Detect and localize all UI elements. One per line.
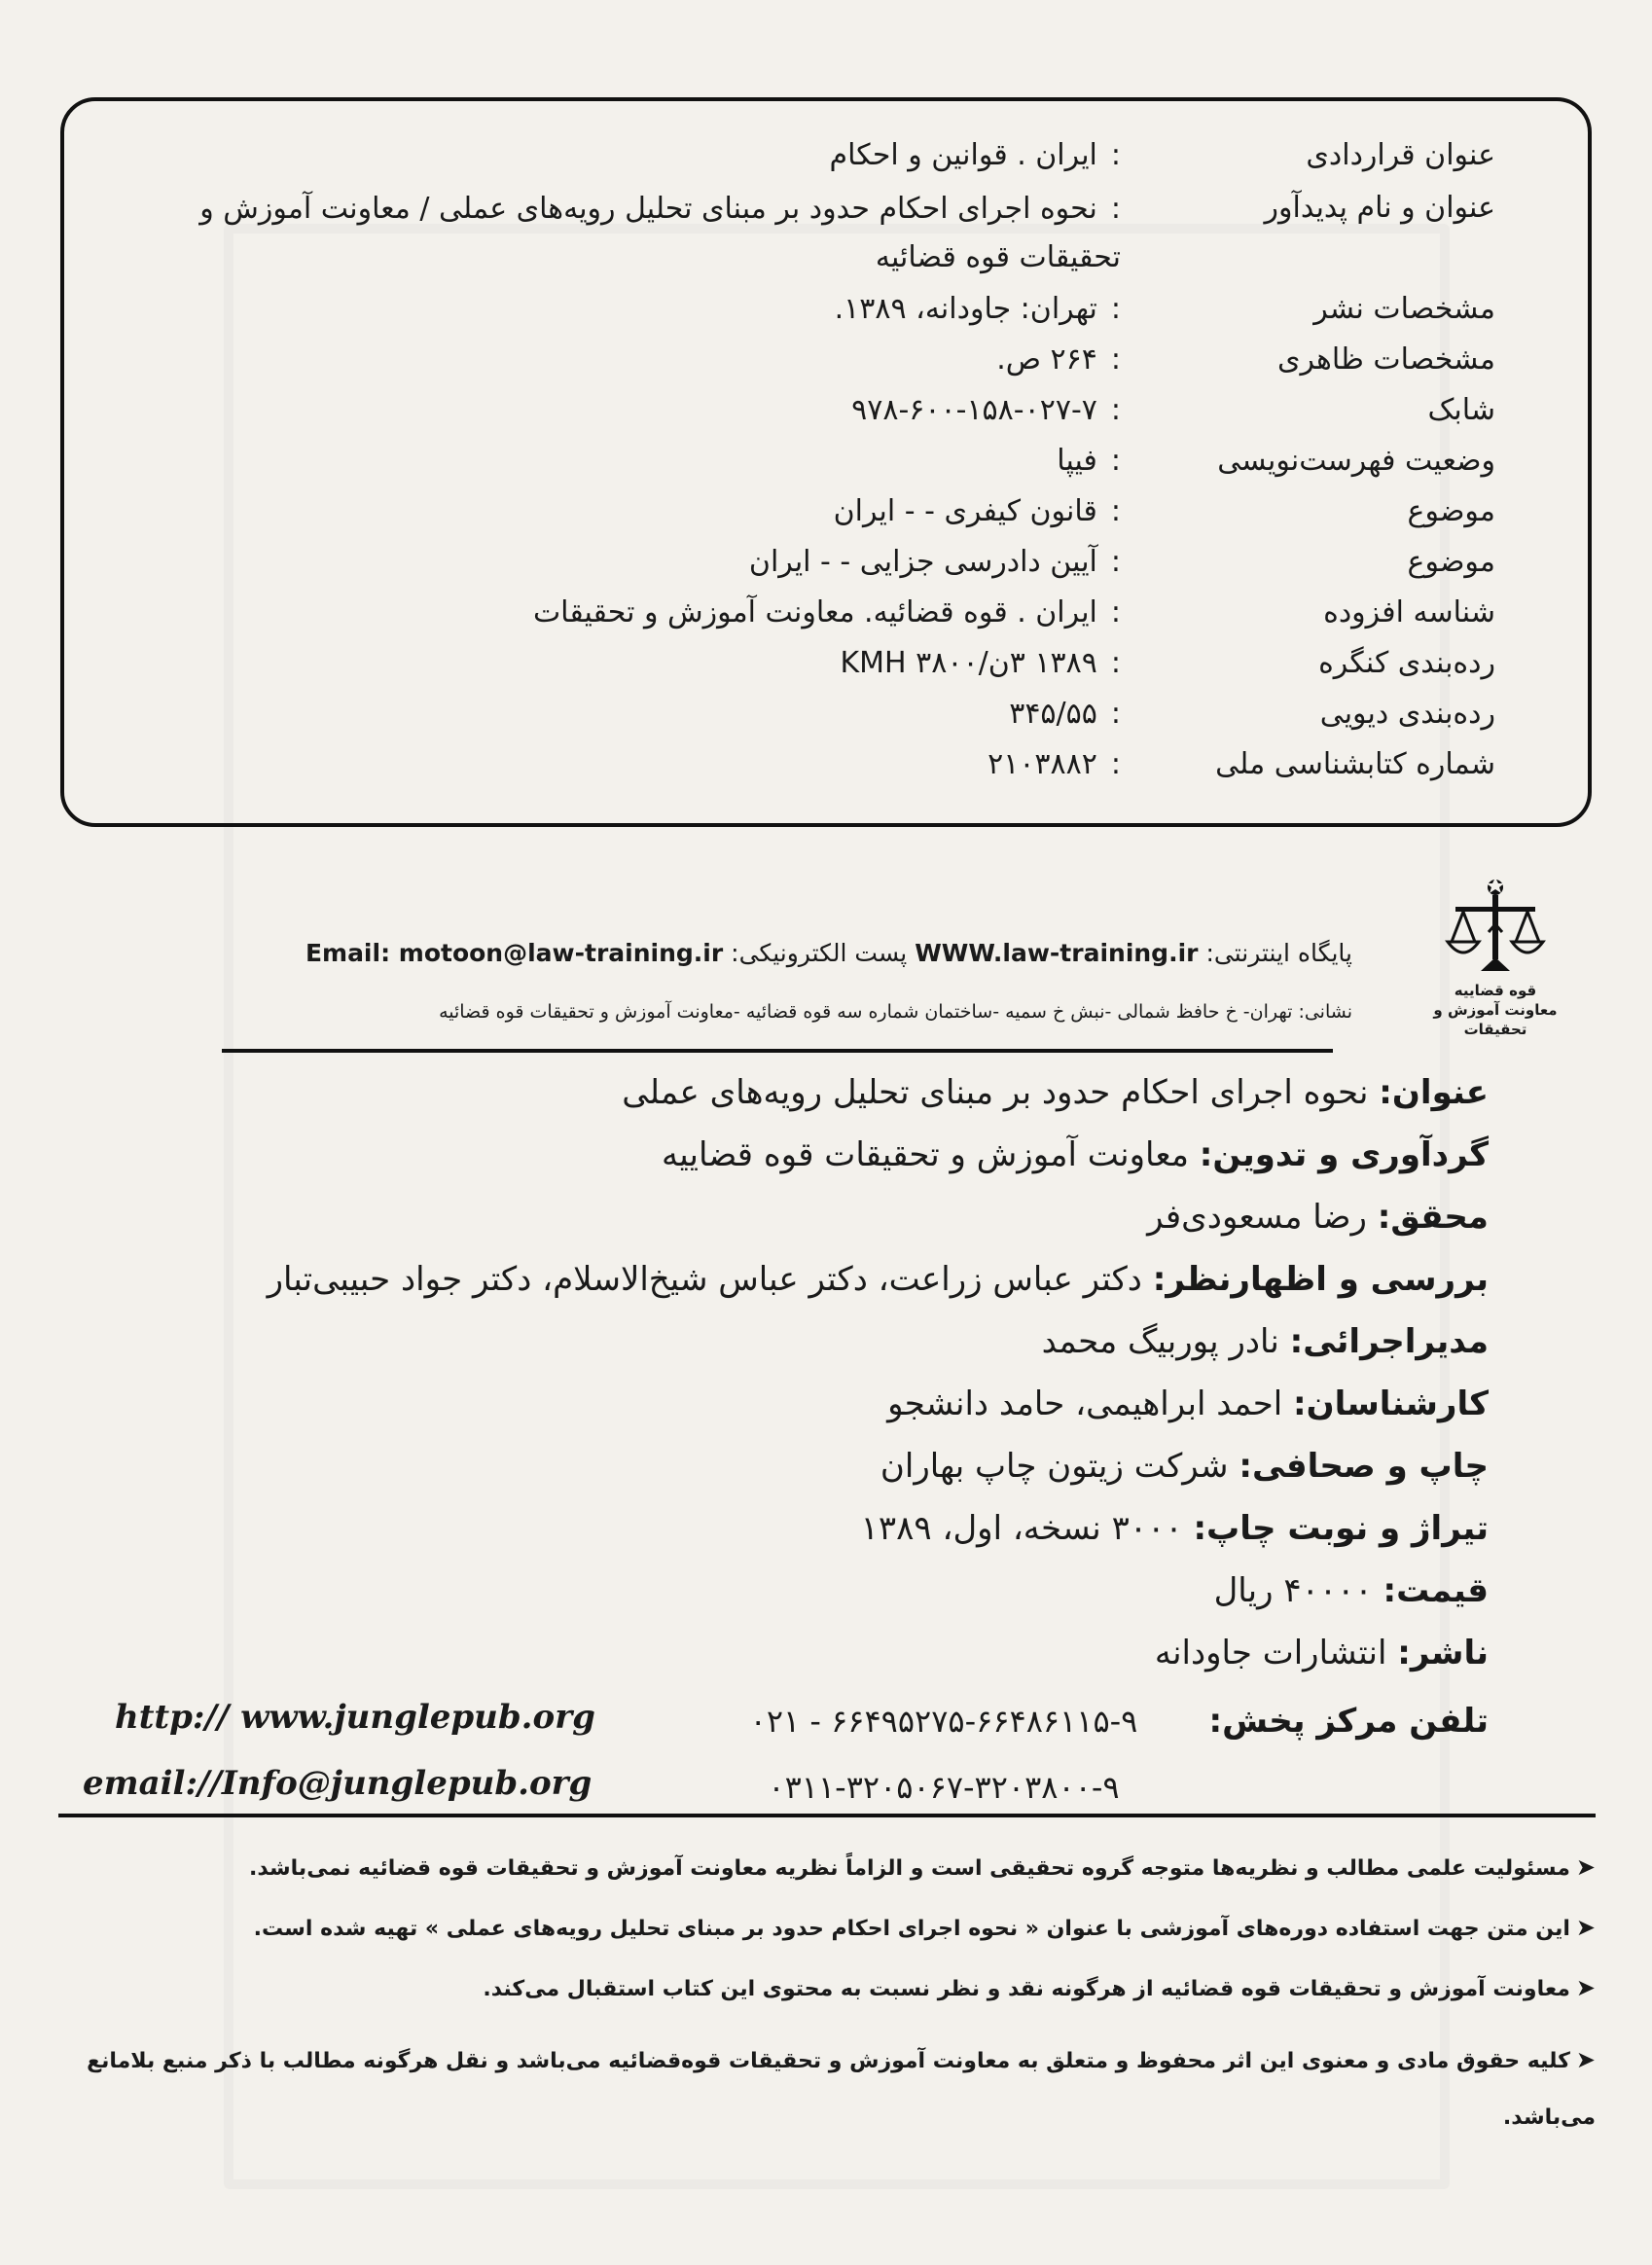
catalog-row — [64, 488, 1588, 535]
catalog-value: تهران: جاودانه، ۱۳۸۹. — [834, 292, 1097, 326]
catalog-label: عنوان و نام پدیدآور — [1264, 191, 1495, 225]
address-line: نشانی: تهران- خ حافظ شمالی -نبش خ سمیه -ساختمان شماره سه قوه قضائیه -معاونت آموزش و تحقیقات قوه قضائیه — [439, 1001, 1352, 1023]
publisher-email-link[interactable]: email://Info@junglepub.org — [83, 1764, 593, 1803]
credit-value: معاونت آموزش و تحقیقات قوه قضاییه — [662, 1135, 1189, 1174]
arrow-bullet-icon: ➤ — [1575, 1974, 1596, 2001]
catalog-label: رده‌بندی کنگره — [1318, 646, 1495, 680]
note-item — [58, 1851, 1596, 1886]
catalog-value-wrap: :۲۱۰۳۸۸۲ — [988, 747, 1121, 781]
note-text: معاونت آموزش و تحقیقات قوه قضائیه از هرگونه نقد و نظر نسبت به محتوی این کتاب استقبال می‌کند. — [483, 1977, 1570, 2001]
note-item — [58, 1911, 1596, 1946]
credit-key: گردآوری و تدوین: — [1199, 1135, 1489, 1174]
credit-value: نحوه اجرای احکام حدود بر مبنای تحلیل رویه‌های عملی — [622, 1073, 1369, 1112]
credit-value: ۴۰۰۰۰ ریال — [1213, 1571, 1373, 1610]
credit-key: تیراژ و نوبت چاپ: — [1193, 1509, 1489, 1548]
note-text: مسئولیت علمی مطالب و نظریه‌ها متوجه گروه تحقیقی است و الزاماً نظریه معاونت آموزش و تحقیقات قوه قضائیه نمی‌باشد. — [248, 1856, 1570, 1881]
catalog-value-wrap: :ایران . قوه قضائیه. معاونت آموزش و تحقیقات — [532, 595, 1121, 629]
publisher-website-link[interactable]: http:// www.junglepub.org — [115, 1698, 595, 1737]
credit-printing — [146, 1438, 1489, 1494]
credit-executive — [146, 1313, 1489, 1370]
website-link[interactable]: WWW.law-training.ir — [915, 939, 1199, 967]
catalog-value-wrap: :۲۶۴ ص. — [996, 342, 1121, 377]
catalog-value-wrap: :فیپا — [1057, 444, 1121, 478]
catalog-value: ۱۳۸۹ ۳ن/۳۸۰۰ KMH — [840, 646, 1097, 680]
credit-key: مدیراجرائی: — [1289, 1322, 1489, 1361]
arrow-bullet-icon: ➤ — [1575, 2046, 1596, 2073]
catalog-value: ۲۶۴ ص. — [996, 342, 1097, 377]
credit-value: شرکت زیتون چاپ بهاران — [880, 1447, 1229, 1486]
catalog-row — [64, 387, 1588, 434]
note-text: این متن جهت استفاده دوره‌های آموزشی با عنوان « نحوه اجرای احکام حدود بر مبنای تحلیل رویه‌های عملی » تهیه شده است. — [253, 1917, 1570, 1941]
website-label: پایگاه اینترنتی: — [1205, 939, 1352, 967]
catalog-label: شماره کتابشناسی ملی — [1215, 747, 1495, 781]
catalog-value: ۲۱۰۳۸۸۲ — [988, 747, 1097, 781]
catalog-label: وضعیت فهرست‌نویسی — [1217, 444, 1495, 478]
catalog-row — [64, 691, 1588, 737]
scales-of-justice-icon — [1442, 874, 1549, 981]
catalog-value: ۹۷۸-۶۰۰-۱۵۸-۰۲۷-۷ — [851, 393, 1097, 427]
catalog-row — [64, 286, 1588, 333]
catalog-value: آیین دادرسی جزایی - - ایران — [748, 545, 1097, 579]
credit-key: چاپ و صحافی: — [1239, 1447, 1489, 1486]
catalog-row — [64, 539, 1588, 586]
email-label: پست الکترونیکی: — [731, 939, 908, 967]
credit-key: کارشناسان: — [1292, 1384, 1489, 1423]
credit-reviewers — [146, 1251, 1489, 1308]
catalog-value-wrap: :نحوه اجرای احکام حدود بر مبنای تحلیل رویه‌های عملی / معاونت آموزش و تحقیقات قوه قضائیه — [199, 192, 1121, 274]
judiciary-logo — [1413, 874, 1578, 1059]
catalog-label: شابک — [1427, 393, 1495, 427]
credit-value: انتشارات جاودانه — [1154, 1634, 1387, 1672]
credit-key: قیمت: — [1383, 1571, 1489, 1610]
credit-key: ناشر: — [1397, 1634, 1489, 1672]
catalog-label: مشخصات ظاهری — [1276, 342, 1495, 377]
credit-value: رضا مسعودی‌فر — [1147, 1198, 1367, 1237]
credit-title — [146, 1064, 1489, 1121]
distribution-phone-1: ۰۲۱ - ۶۶۴۹۵۲۷۵-۶۶۴۸۶۱۱۵-۹ — [749, 1703, 1138, 1740]
catalog-value-wrap: :ایران . قوانین و احکام — [829, 138, 1121, 172]
distribution-label — [1208, 1693, 1489, 1749]
credit-circulation — [146, 1500, 1489, 1557]
credit-compiler — [146, 1127, 1489, 1183]
credit-value: ۳۰۰۰ نسخه، اول، ۱۳۸۹ — [860, 1509, 1183, 1548]
catalog-row — [64, 337, 1588, 383]
arrow-bullet-icon: ➤ — [1575, 1853, 1596, 1881]
logo-caption-line1: قوه قضاییه — [1454, 982, 1537, 999]
email-link[interactable]: Email: motoon@law-training.ir — [305, 939, 724, 967]
cataloging-box — [60, 97, 1592, 827]
distribution-key: تلفن مرکز پخش: — [1208, 1702, 1489, 1741]
credit-key: عنوان: — [1379, 1073, 1489, 1112]
catalog-value: ایران . قوه قضائیه. معاونت آموزش و تحقیقات — [532, 595, 1097, 629]
catalog-row — [64, 185, 1588, 302]
catalog-value-wrap: :۱۳۸۹ ۳ن/۳۸۰۰ KMH — [840, 646, 1121, 680]
catalog-value: فیپا — [1057, 444, 1097, 478]
catalog-label: رده‌بندی دیویی — [1319, 697, 1495, 731]
credit-researcher — [146, 1189, 1489, 1245]
note-item — [58, 2031, 1596, 2146]
catalog-label: مشخصات نشر — [1313, 292, 1495, 326]
catalog-value: ۳۴۵/۵۵ — [1009, 697, 1097, 731]
catalog-value: قانون کیفری - - ایران — [833, 494, 1097, 528]
catalog-row — [64, 132, 1588, 179]
catalog-row — [64, 590, 1588, 636]
logo-caption-line2: معاونت آموزش و تحقیقات — [1433, 1001, 1558, 1038]
credit-value: دکتر عباس زراعت، دکتر عباس شیخ‌الاسلام، دکتر جواد حبیبی‌تبار — [267, 1260, 1142, 1299]
catalog-value-wrap: :۹۷۸-۶۰۰-۱۵۸-۰۲۷-۷ — [851, 393, 1121, 427]
catalog-value-wrap: :قانون کیفری - - ایران — [833, 494, 1121, 528]
credit-experts — [146, 1376, 1489, 1432]
catalog-row — [64, 438, 1588, 485]
note-text: کلیه حقوق مادی و معنوی این اثر محفوظ و متعلق به معاونت آموزش و تحقیقات قوه‌قضائیه می‌باشد و نقل هرگونه مطالب با ذکر منبع بلامانع می‌باشد. — [87, 2049, 1596, 2130]
credit-key: محقق: — [1377, 1198, 1489, 1237]
catalog-value: نحوه اجرای احکام حدود بر مبنای تحلیل رویه‌های عملی / معاونت آموزش و تحقیقات قوه قضائیه — [199, 192, 1121, 274]
contact-line — [214, 932, 1352, 975]
credit-value: نادر پوربیگ محمد — [1041, 1322, 1279, 1361]
catalog-label: عنوان قراردادی — [1306, 138, 1495, 172]
catalog-label: موضوع — [1407, 545, 1495, 579]
catalog-row — [64, 741, 1588, 788]
credit-value: احمد ابراهیمی، حامد دانشجو — [887, 1384, 1283, 1423]
credit-publisher — [146, 1625, 1489, 1681]
catalog-row — [64, 640, 1588, 687]
divider — [58, 1814, 1596, 1817]
divider — [222, 1049, 1333, 1053]
catalog-value-wrap: :تهران: جاودانه، ۱۳۸۹. — [834, 292, 1121, 326]
catalog-value-wrap: :۳۴۵/۵۵ — [1009, 697, 1121, 731]
arrow-bullet-icon: ➤ — [1575, 1914, 1596, 1941]
catalog-label: موضوع — [1407, 494, 1495, 528]
credit-key: بررسی و اظهارنظر: — [1152, 1260, 1489, 1299]
catalog-value-wrap: :آیین دادرسی جزایی - - ایران — [748, 545, 1121, 579]
catalog-value: ایران . قوانین و احکام — [829, 138, 1097, 172]
credit-price — [146, 1563, 1489, 1619]
distribution-phone-2: ۰۳۱۱-۳۲۰۵۰۶۷-۳۲۰۳۸۰۰-۹ — [768, 1769, 1120, 1806]
catalog-label: شناسه افزوده — [1323, 595, 1495, 629]
note-item — [58, 1971, 1596, 2006]
